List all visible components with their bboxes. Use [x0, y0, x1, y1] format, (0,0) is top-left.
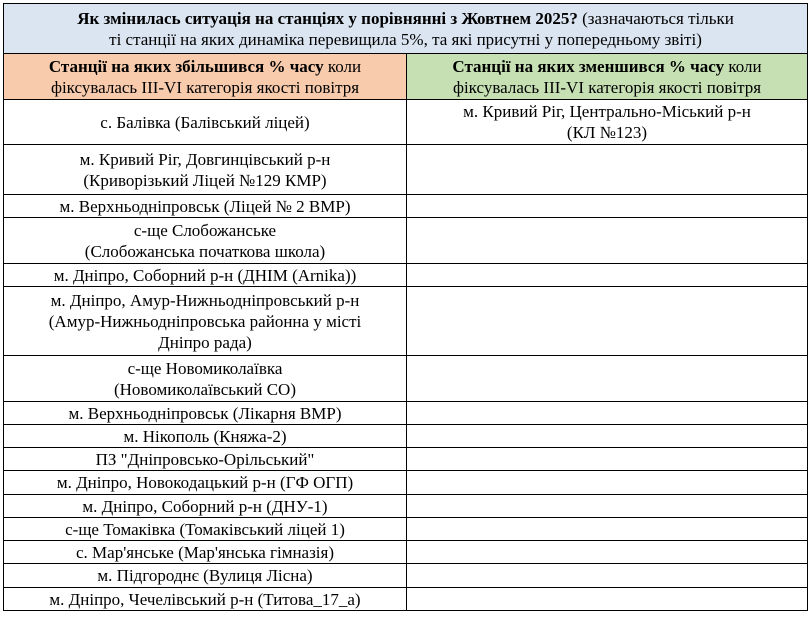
increased-station-cell — [4, 495, 407, 518]
decreased-station-cell — [407, 195, 808, 218]
increased-station-cell — [4, 518, 407, 541]
increased-station-line: с-ще Томаківка (Томаківський ліцей 1) — [65, 519, 345, 539]
decreased-station-cell — [407, 356, 808, 402]
increased-station-cell — [4, 588, 407, 611]
increased-station-line: м. Верхньодніпровськ (Ліцей № 2 ВМР) — [59, 196, 351, 216]
decreased-station-cell — [407, 425, 808, 448]
increased-station-cell — [4, 264, 407, 287]
increased-station-line: м. Підгороднє (Вулиця Лісна) — [97, 566, 313, 585]
increased-station-line: с-ще Слобожанське — [133, 220, 277, 240]
header-increased — [4, 54, 407, 100]
header-increased-tail: коли — [323, 56, 362, 76]
table-row — [4, 495, 808, 518]
table-row — [4, 218, 808, 264]
increased-station-line: с. Мар'янське (Мар'янська гімназія) — [75, 542, 335, 562]
decreased-station-cell — [407, 518, 808, 541]
header-decreased-tail: коли — [724, 56, 762, 76]
increased-station-line: с-ще Новомиколаївка — [127, 358, 283, 378]
decreased-station-cell — [407, 495, 808, 518]
increased-station-line: (Слобожанська початкова школа) — [84, 241, 326, 261]
table-title — [4, 4, 808, 54]
increased-station-line: м. Дніпро, Соборний р-н (ДНУ-1) — [82, 496, 328, 516]
table-row — [4, 518, 808, 541]
increased-station-cell — [4, 356, 407, 402]
increased-station-line: м. Нікополь (Княжа-2) — [123, 426, 287, 446]
table-row — [4, 145, 808, 195]
table-row — [4, 356, 808, 402]
decreased-station-cell — [407, 541, 808, 564]
increased-station-line: м. Дніпро, Чечелівський р-н (Титова_17_а) — [49, 589, 361, 609]
increased-station-cell — [4, 425, 407, 448]
header-row — [4, 54, 808, 100]
stations-table — [3, 3, 808, 611]
decreased-station-cell — [407, 471, 808, 495]
table-row — [4, 100, 808, 145]
header-increased-bold: Станції на яких збільшився % часу — [48, 56, 324, 76]
increased-station-line: (Амур-Нижньодніпровська районна у місті — [48, 311, 362, 331]
title-line2: ті станції на яких динаміка перевищила 5%, та які присутні у попередньому звіті) — [109, 29, 702, 49]
table-row — [4, 541, 808, 564]
table-row — [4, 564, 808, 588]
title-row — [4, 4, 808, 54]
decreased-station-cell — [407, 145, 808, 195]
increased-station-cell — [4, 448, 407, 471]
increased-station-cell — [4, 541, 407, 564]
table-row — [4, 448, 808, 471]
increased-station-line: м. Верхньодніпровськ (Лікарня ВМР) — [68, 403, 342, 423]
table-row — [4, 264, 808, 287]
increased-station-cell — [4, 287, 407, 356]
decreased-station-cell — [407, 100, 808, 145]
increased-station-cell — [4, 402, 407, 425]
table-row — [4, 402, 808, 425]
increased-station-line: м. Дніпро, Новокодацький р-н (ГФ ОГП) — [56, 473, 354, 492]
increased-station-line: м. Дніпро, Соборний р-н (ДНІМ (Arnika)) — [53, 265, 357, 285]
increased-station-line: с. Балівка (Балівський ліцей) — [100, 112, 310, 132]
increased-station-cell — [4, 145, 407, 195]
table-row — [4, 471, 808, 495]
increased-station-cell — [4, 564, 407, 588]
title-bold: Як змінилась ситуація на станціях у порівнянні з Жовтнем 2025? — [77, 8, 578, 28]
increased-station-line: м. Дніпро, Амур-Нижньодніпровський р-н — [50, 290, 360, 310]
increased-station-cell — [4, 218, 407, 264]
header-decreased-bold: Станції на яких зменшився % часу — [452, 56, 725, 76]
increased-station-cell — [4, 195, 407, 218]
stations-table-body — [4, 4, 808, 611]
decreased-station-cell — [407, 448, 808, 471]
decreased-station-cell — [407, 218, 808, 264]
header-increased-line2: фіксувалась III-VI категорія якості повітря — [50, 77, 360, 97]
table-row — [4, 195, 808, 218]
decreased-station-cell — [407, 588, 808, 611]
decreased-station-cell — [407, 287, 808, 356]
decreased-station-line: м. Кривий Ріг, Центрально-Міський р-н — [463, 102, 751, 121]
title-tail: (зазначаються тільки — [577, 8, 734, 28]
increased-station-line: (Новомиколаївський СО) — [113, 379, 296, 399]
increased-station-line: м. Кривий Ріг, Довгинцівський р-н — [79, 149, 331, 169]
increased-station-cell — [4, 100, 407, 145]
table-row — [4, 425, 808, 448]
table-row — [4, 588, 808, 611]
table-row — [4, 287, 808, 356]
increased-station-line: ПЗ "Дніпровсько-Орільський" — [95, 449, 315, 469]
decreased-station-cell — [407, 564, 808, 588]
header-decreased — [407, 54, 808, 100]
increased-station-cell — [4, 471, 407, 495]
decreased-station-cell — [407, 264, 808, 287]
header-decreased-line2: фіксувалась III-VI категорія якості повітря — [452, 77, 762, 97]
increased-station-line: (Криворізький Ліцей №129 КМР) — [83, 170, 327, 190]
decreased-station-line: (КЛ №123) — [566, 123, 648, 142]
increased-station-line: Дніпро рада) — [158, 332, 252, 352]
decreased-station-cell — [407, 402, 808, 425]
